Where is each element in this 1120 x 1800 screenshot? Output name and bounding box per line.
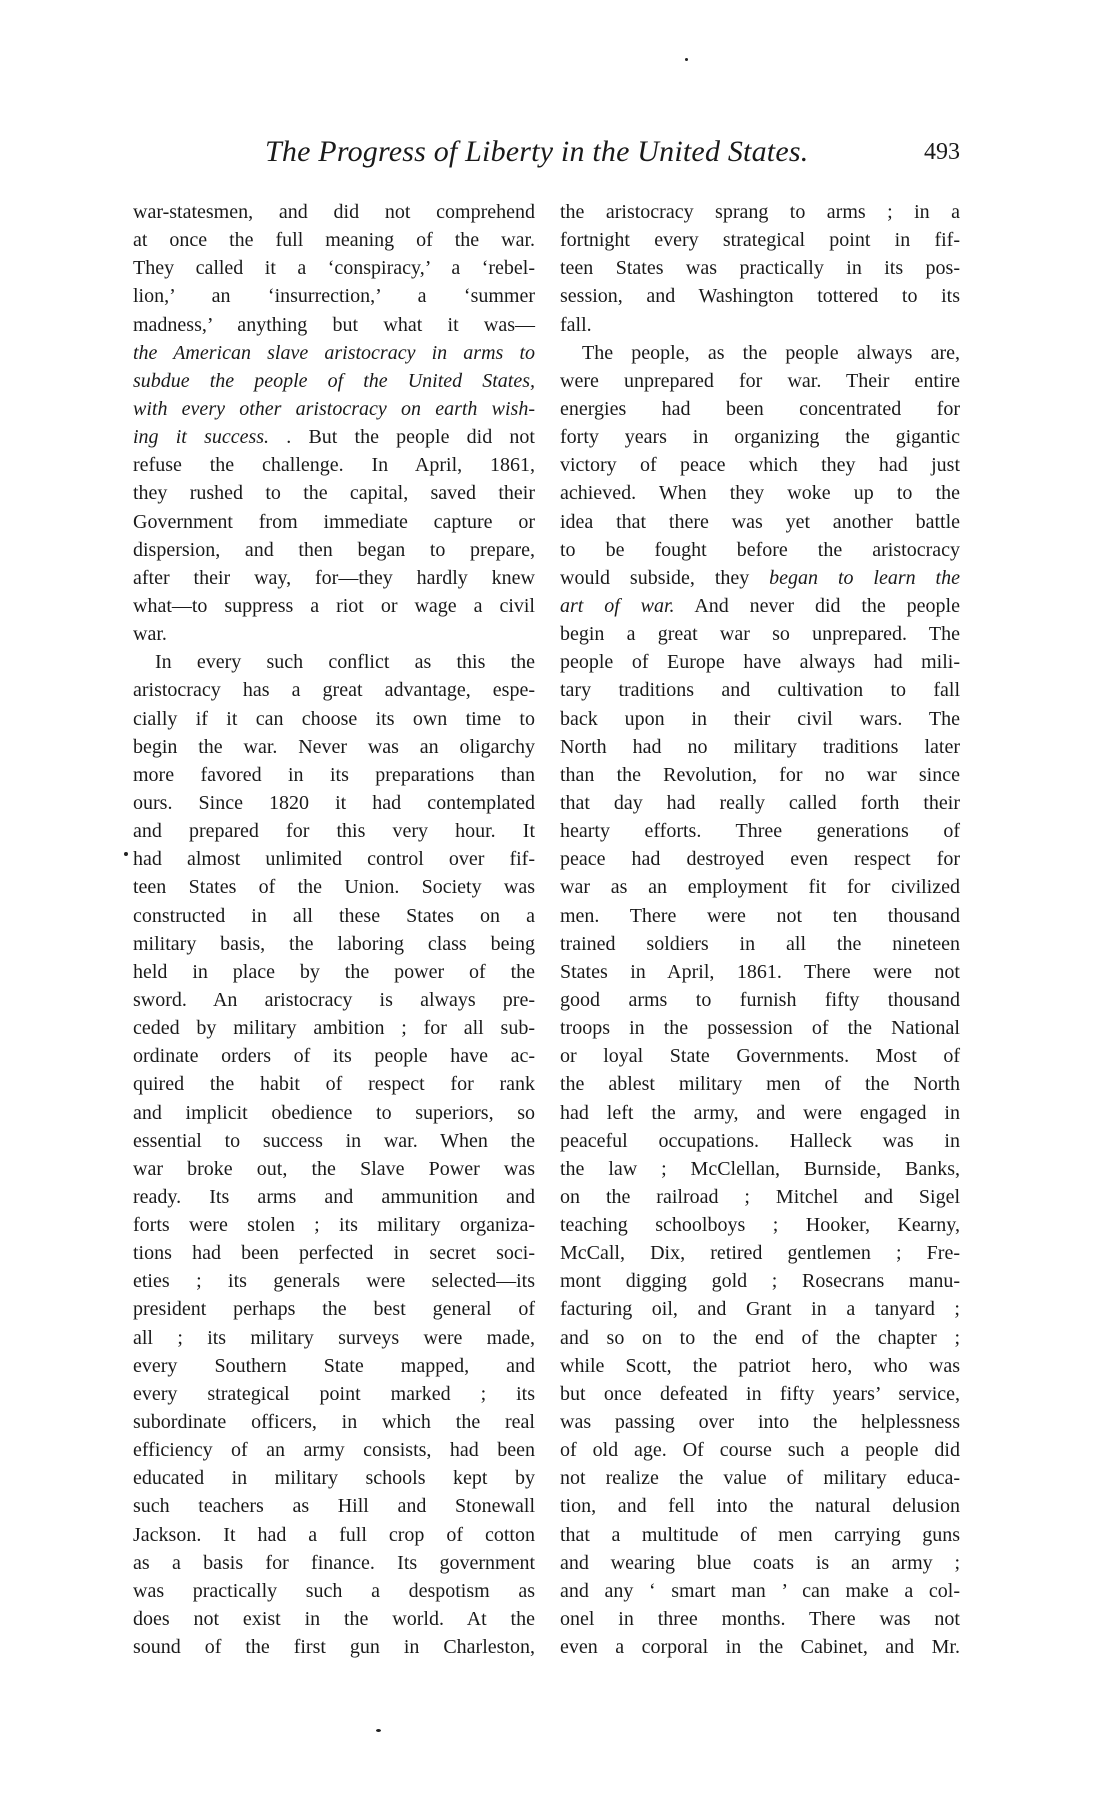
body-text: were unprepared for war. Their entire [560,369,960,392]
body-text: energies had been concentrated for [560,397,960,420]
body-text: war. [133,623,167,646]
text-line [560,339,960,367]
text-line [560,367,960,395]
text-line [560,536,960,564]
text-line [133,958,535,986]
body-text: what—to suppress a riot or wage a civil [133,594,535,617]
text-line [560,282,960,310]
text-line [560,254,960,282]
scan-speck [376,1729,381,1732]
body-text: than the Revolution, for no war since [560,763,960,786]
body-text: teen States was practically in its pos- [560,257,960,280]
body-text: aristocracy has a great advantage, espe- [133,679,535,702]
body-text: the aristocracy sprang to arms ; in a [560,201,960,223]
text-line [133,1099,535,1127]
text-line [133,1211,535,1239]
body-text: they rushed to the capital, saved their [133,482,535,505]
text-line [560,733,960,761]
text-line [560,311,960,339]
text-line [560,1014,960,1042]
body-text: efficiency of an army consists, had been [133,1439,535,1462]
body-text: not realize the value of military educa- [560,1467,960,1490]
body-text: dispersion, and then began to prepare, [133,538,535,561]
body-text: does not exist in the world. At the [133,1608,535,1631]
body-text: McCall, Dix, retired gentlemen ; Fre- [560,1242,960,1265]
text-line [560,198,960,226]
text-line [133,479,535,507]
text-line [560,1408,960,1436]
body-text: ours. Since 1820 it had contemplated [133,791,535,814]
text-line [133,1155,535,1183]
text-line [560,1352,960,1380]
emphasis-text: began to learn the [769,566,960,589]
body-text: and wearing blue coats is an army ; [560,1551,960,1574]
body-text: sword. An aristocracy is always pre- [133,988,535,1011]
body-text: the law ; McClellan, Burnside, Banks, [560,1157,960,1180]
text-line [133,1408,535,1436]
text-line [560,423,960,451]
text-line [133,1267,535,1295]
body-text: every Southern State mapped, and [133,1354,535,1377]
body-text: forty years in organizing the gigantic [560,426,960,449]
text-line [560,508,960,536]
body-text: but once defeated in fifty years’ service, [560,1382,960,1405]
body-text: and any ‘ smart man ’ can make a col- [560,1579,960,1602]
text-line [133,226,535,254]
text-line [560,1492,960,1520]
text-line [560,1549,960,1577]
body-text: and so on to the end of the chapter ; [560,1326,960,1349]
text-line [133,1127,535,1155]
text-line [133,1239,535,1267]
text-line [133,761,535,789]
body-text: States in April, 1861. There were not [560,960,960,983]
body-text: was passing over into the helplessness [560,1411,960,1434]
text-line [560,1155,960,1183]
emphasis-text: ing it success. [133,426,270,449]
body-text: held in place by the power of the [133,960,535,983]
body-text: trained soldiers in all the nineteen [560,932,960,955]
text-line [560,1380,960,1408]
text-line [560,1070,960,1098]
body-text: teen States of the Union. Society was [133,876,535,899]
text-line [560,1295,960,1323]
text-line [560,620,960,648]
text-line [560,817,960,845]
body-text: The people, as the people always are, [582,341,960,364]
text-line [560,1324,960,1352]
body-text: had almost unlimited control over fif- [133,848,535,871]
text-line [133,733,535,761]
body-text: North had no military traditions later [560,735,960,758]
text-line [560,592,960,620]
body-text: tions had been perfected in secret soci- [133,1242,535,1265]
body-text: every strategical point marked ; its [133,1382,535,1405]
body-text: or loyal State Governments. Most of [560,1045,960,1068]
text-line [133,1352,535,1380]
text-line [133,282,535,310]
body-text: achieved. When they woke up to the [560,482,960,505]
text-line [560,1436,960,1464]
body-text: constructed in all these States on a [133,904,535,927]
body-text: begin a great war so unprepared. The [560,623,960,646]
text-line [133,873,535,901]
text-line [133,311,535,339]
text-line [560,1577,960,1605]
scan-speck [685,58,688,61]
page-number: 493 [924,139,960,165]
text-line [560,1099,960,1127]
body-text: on the railroad ; Mitchel and Sigel [560,1185,960,1208]
text-line [133,1324,535,1352]
emphasis-text: subdue the people of the United States, [133,369,535,392]
text-line [133,423,535,451]
body-text: such teachers as Hill and Stonewall [133,1495,535,1518]
text-line [560,479,960,507]
body-text: lion,’ an ‘insurrection,’ a ‘summer [133,285,535,308]
text-line [560,1211,960,1239]
body-text: victory of peace which they had just [560,454,960,477]
body-text: facturing oil, and Grant in a tanyard ; [560,1298,960,1321]
body-text: madness,’ anything but what it was— [133,313,535,336]
body-text: refuse the challenge. In April, 1861, [133,454,535,477]
body-text: as a basis for finance. Its government [133,1551,535,1574]
text-line [133,395,535,423]
body-text: and prepared for this very hour. It [133,820,535,843]
text-line [560,845,960,873]
body-text: forts were stolen ; its military organiza- [133,1214,535,1237]
body-text: president perhaps the best general of [133,1298,535,1321]
text-line [133,1042,535,1070]
text-line [560,986,960,1014]
body-text: tion, and fell into the natural delusion [560,1495,960,1518]
body-text: mont digging gold ; Rosecrans manu- [560,1270,960,1293]
text-line [133,817,535,845]
text-line [560,1042,960,1070]
text-line [133,930,535,958]
text-line [560,648,960,676]
body-text: had left the army, and were engaged in [560,1101,960,1124]
text-line [133,564,535,592]
text-line [560,930,960,958]
text-line [560,1267,960,1295]
text-line [133,676,535,704]
body-text: begin the war. Never was an oligarchy [133,735,535,758]
text-column-right [560,198,960,1661]
body-text: cially if it can choose its own time to [133,707,535,730]
text-line [133,508,535,536]
text-column-left [133,198,535,1661]
body-text: troops in the possession of the National [560,1017,960,1040]
body-text: eties ; its generals were selected—its [133,1270,535,1293]
text-line [560,958,960,986]
text-line [560,1239,960,1267]
text-line [133,1464,535,1492]
text-line [560,564,960,592]
text-line [133,1549,535,1577]
text-line [560,395,960,423]
running-head [133,132,960,172]
running-title: The Progress of Liberty in the United States. [265,135,809,168]
body-text: teaching schoolboys ; Hooker, Kearny, [560,1214,960,1237]
body-text: Jackson. It had a full crop of cotton [133,1523,535,1546]
text-line [133,1380,535,1408]
body-text: ordinate orders of its people have ac- [133,1045,535,1068]
text-line [133,648,535,676]
body-text: fortnight every strategical point in fif- [560,229,960,252]
text-line [133,620,535,648]
text-line [133,339,535,367]
text-line [560,1605,960,1633]
text-line [133,1014,535,1042]
body-text: They called it a ‘conspiracy,’ a ‘rebel- [133,257,535,280]
body-text: all ; its military surveys were made, [133,1326,535,1349]
text-line [133,902,535,930]
scan-speck [124,852,128,856]
emphasis-text: with every other aristocracy on earth wish- [133,397,535,420]
body-text: that a multitude of men carrying guns [560,1523,960,1546]
text-line [133,592,535,620]
body-text: educated in military schools kept by [133,1467,535,1490]
body-text: to be fought before the aristocracy [560,538,960,561]
body-text: war as an employment fit for civilized [560,876,960,899]
text-line [560,761,960,789]
text-line [133,1521,535,1549]
text-line [560,873,960,901]
body-text: essential to success in war. When the [133,1129,535,1152]
body-text: peace had destroyed even respect for [560,848,960,871]
text-line [560,1633,960,1661]
body-text: onel in three months. There was not [560,1608,960,1631]
text-line [133,1577,535,1605]
text-line [133,451,535,479]
body-text: idea that there was yet another battle [560,510,960,533]
text-line [560,1464,960,1492]
text-line [560,789,960,817]
body-text: the ablest military men of the North [560,1073,960,1096]
body-text: . But the people did not [269,426,535,449]
body-text: peaceful occupations. Halleck was in [560,1129,960,1152]
text-line [560,705,960,733]
body-text: people of Europe have always had mili- [560,651,960,674]
text-line [560,1521,960,1549]
body-text: that day had really called forth their [560,791,960,814]
body-text: And never did the people [674,594,960,617]
body-text: and implicit obedience to superiors, so [133,1101,535,1124]
text-line [133,367,535,395]
body-text: at once the full meaning of the war. [133,229,535,252]
text-line [133,1605,535,1633]
text-line [560,226,960,254]
body-text: tary traditions and cultivation to fall [560,679,960,702]
body-text: In every such conflict as this the [155,651,535,674]
body-text: session, and Washington tottered to its [560,285,960,308]
body-text: ready. Its arms and ammunition and [133,1185,535,1208]
text-line [560,451,960,479]
body-text: after their way, for—they hardly knew [133,566,535,589]
body-text: good arms to furnish fifty thousand [560,988,960,1011]
text-line [133,986,535,1014]
text-line [133,845,535,873]
body-text: Government from immediate capture or [133,510,535,533]
text-line [133,1492,535,1520]
body-text: military basis, the laboring class being [133,932,535,955]
body-text: war broke out, the Slave Power was [133,1157,535,1180]
text-line [133,1633,535,1661]
text-line [133,705,535,733]
body-text: sound of the first gun in Charleston, [133,1636,535,1659]
body-text: while Scott, the patriot hero, who was [560,1354,960,1377]
text-line [133,1183,535,1211]
body-text: was practically such a despotism as [133,1579,535,1602]
body-text: fall. [560,313,592,336]
body-text: men. There were not ten thousand [560,904,960,927]
text-line [133,1436,535,1464]
text-line [133,254,535,282]
body-text: hearty efforts. Three generations of [560,820,960,843]
text-line [560,1127,960,1155]
emphasis-text: art of war. [560,594,675,617]
text-line [133,1070,535,1098]
body-text: even a corporal in the Cabinet, and Mr. [560,1636,960,1659]
body-text: would subside, they [560,566,770,589]
body-text: war-statesmen, and did not comprehend [133,201,535,223]
body-text: more favored in its preparations than [133,763,535,786]
text-line [133,1295,535,1323]
text-line [560,676,960,704]
body-text: back upon in their civil wars. The [560,707,960,730]
emphasis-text: the American slave aristocracy in arms to [133,341,535,364]
body-text: quired the habit of respect for rank [133,1073,535,1096]
text-line [560,902,960,930]
body-text: subordinate officers, in which the real [133,1411,535,1434]
body-text: ceded by military ambition ; for all sub- [133,1017,535,1040]
body-text: of old age. Of course such a people did [560,1439,960,1462]
text-line [133,536,535,564]
text-line [133,789,535,817]
text-line [133,198,535,226]
text-line [560,1183,960,1211]
